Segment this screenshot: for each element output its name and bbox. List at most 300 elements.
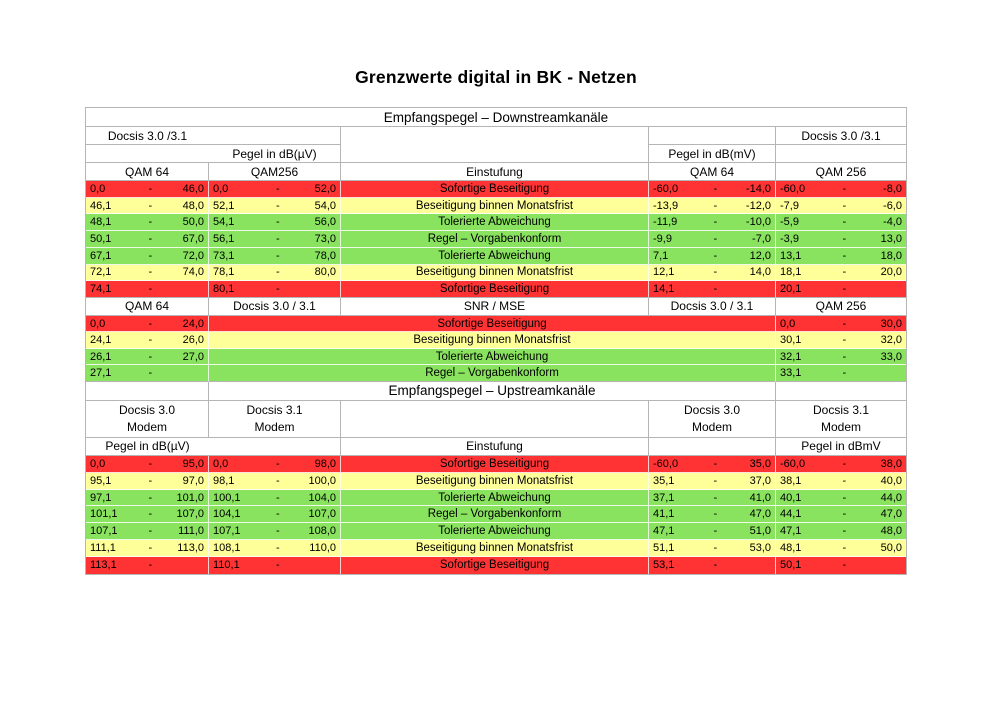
empty-cell (209, 127, 341, 145)
value-range (209, 523, 341, 540)
range-dash: - (842, 283, 847, 296)
range-high: 113,0 (177, 542, 204, 555)
range-dash: - (276, 216, 280, 229)
range-high: 104,0 (308, 491, 336, 504)
classification-label: Beseitigung binnen Monatsfrist (341, 473, 649, 490)
value-range (86, 506, 209, 523)
classification-label: Beseitigung binnen Monatsfrist (341, 265, 649, 282)
modem-header-docsis30-right (649, 401, 776, 438)
range-high: 100,0 (308, 474, 336, 487)
range-high: 38,0 (880, 457, 902, 470)
upstream-unit-db-uv: Pegel in dB(µV) (86, 438, 209, 456)
modem-header-line1: Docsis 3.0 (683, 402, 741, 417)
value-range (776, 265, 906, 282)
value-range (649, 506, 776, 523)
modem-header-docsis31-right (776, 401, 906, 438)
modem-header-docsis30-left (86, 401, 209, 438)
classification-label: Regel – Vorgabenkonform (341, 506, 649, 523)
value-range (86, 316, 209, 333)
downstream-column-header-row (86, 163, 906, 181)
range-low: 24,1 (90, 334, 112, 347)
snr-header-docsis-left: Docsis 3.0 / 3.1 (209, 298, 341, 316)
range-low: 107,1 (90, 525, 118, 538)
value-range (86, 231, 209, 248)
value-range (86, 557, 209, 574)
range-low: 108,1 (213, 542, 241, 555)
page-title: Grenzwerte digital in BK - Netzen (355, 67, 637, 87)
range-low: 104,1 (213, 508, 241, 521)
snr-header-title: SNR / MSE (341, 298, 649, 316)
range-high: -12,0 (745, 199, 771, 212)
range-high: 73,0 (314, 232, 336, 245)
range-high: 47,0 (880, 508, 902, 521)
range-low: 48,1 (90, 216, 112, 229)
range-low: 20,1 (780, 283, 802, 296)
value-range (776, 231, 906, 248)
classification-label: Tolerierte Abweichung (341, 214, 649, 231)
range-low: 26,1 (90, 350, 112, 363)
range-high: 50,0 (880, 542, 902, 555)
range-high: 50,0 (182, 216, 204, 229)
range-dash: - (276, 457, 280, 470)
modem-header-line2: Modem (820, 419, 861, 434)
range-low: -60,0 (653, 457, 679, 470)
range-dash: - (842, 182, 847, 195)
range-low: 101,1 (90, 508, 118, 521)
range-dash: - (713, 525, 718, 538)
value-range (209, 473, 341, 490)
range-high: 35,0 (749, 457, 771, 470)
range-dash: - (713, 457, 718, 470)
value-range (776, 332, 906, 349)
range-high: 107,0 (176, 508, 204, 521)
downstream-standard-row (86, 127, 906, 145)
range-dash: - (842, 232, 847, 245)
classification-label: Tolerierte Abweichung (209, 349, 776, 366)
value-range (776, 365, 906, 382)
value-range (776, 456, 906, 473)
empty-cell (776, 382, 906, 401)
value-range (209, 198, 341, 215)
range-low: 100,1 (213, 491, 241, 504)
col-header-qam64-left: QAM 64 (86, 163, 209, 181)
range-dash: - (148, 199, 153, 212)
range-dash: - (148, 232, 153, 245)
value-range (776, 214, 906, 231)
value-range (86, 523, 209, 540)
range-low: 37,1 (653, 491, 675, 504)
range-dash: - (842, 334, 847, 347)
range-high: 30,0 (880, 317, 902, 330)
range-dash: - (842, 199, 847, 212)
table-row (86, 265, 906, 282)
value-range (649, 248, 776, 265)
range-high: 78,0 (314, 249, 336, 262)
range-low: 113,1 (90, 559, 117, 572)
range-dash: - (713, 249, 718, 262)
range-low: 54,1 (213, 216, 235, 229)
upstream-unit-row (86, 438, 906, 456)
range-dash: - (842, 367, 847, 380)
range-high: -8,0 (883, 182, 902, 195)
range-low: 13,1 (780, 249, 802, 262)
classification-label: Tolerierte Abweichung (341, 248, 649, 265)
range-high: 67,0 (182, 232, 204, 245)
range-high: 24,0 (182, 317, 204, 330)
col-header-qam256-left: QAM256 (209, 163, 341, 181)
range-low: 73,1 (213, 249, 235, 262)
value-range (209, 214, 341, 231)
range-high: -14,0 (745, 182, 771, 195)
empty-cell (649, 127, 776, 145)
range-low: 47,1 (780, 525, 802, 538)
range-low: -60,0 (780, 457, 806, 470)
range-dash: - (148, 542, 153, 555)
range-dash: - (148, 334, 153, 347)
snr-header-qam64: QAM 64 (86, 298, 209, 316)
range-low: 7,1 (653, 249, 669, 262)
range-dash: - (148, 367, 153, 380)
modem-header-line2: Modem (126, 419, 167, 434)
range-high: 46,0 (182, 182, 204, 195)
modem-header-line1: Docsis 3.1 (246, 402, 303, 417)
value-range (776, 349, 906, 366)
value-range (776, 181, 906, 198)
classification-label: Regel – Vorgabenkonform (209, 365, 776, 382)
value-range (649, 473, 776, 490)
classification-label: Sofortige Beseitigung (341, 456, 649, 473)
value-range (776, 540, 906, 557)
range-dash: - (842, 508, 847, 521)
range-dash: - (276, 199, 280, 212)
value-range (776, 248, 906, 265)
value-range (86, 365, 209, 382)
value-range (649, 281, 776, 298)
modem-header-line2: Modem (691, 419, 732, 434)
range-high: -6,0 (883, 199, 902, 212)
value-range (649, 214, 776, 231)
modem-header-docsis31-left (209, 401, 341, 438)
range-low: 38,1 (780, 474, 802, 487)
value-range (776, 281, 906, 298)
value-range (649, 198, 776, 215)
range-low: 14,1 (653, 283, 675, 296)
value-range (649, 231, 776, 248)
range-high: 54,0 (314, 199, 336, 212)
value-range (86, 181, 209, 198)
range-high: 44,0 (880, 491, 902, 504)
table-row (86, 506, 906, 523)
range-dash: - (148, 249, 153, 262)
value-range (86, 198, 209, 215)
range-high: 13,0 (880, 232, 902, 245)
range-dash: - (148, 283, 153, 296)
table-row (86, 231, 906, 248)
value-range (209, 265, 341, 282)
range-low: 97,1 (90, 491, 112, 504)
empty-cell (649, 438, 776, 456)
range-dash: - (276, 232, 280, 245)
range-low: -60,0 (653, 182, 679, 195)
range-high: 74,0 (182, 266, 204, 279)
limits-table (85, 107, 907, 575)
range-dash: - (276, 508, 280, 521)
value-range (776, 557, 906, 574)
range-dash: - (713, 542, 718, 555)
classification-label: Sofortige Beseitigung (209, 316, 776, 333)
value-range (776, 490, 906, 507)
value-range (86, 540, 209, 557)
value-range (776, 198, 906, 215)
range-dash: - (713, 283, 718, 296)
classification-label: Sofortige Beseitigung (341, 281, 649, 298)
value-range (209, 540, 341, 557)
range-dash: - (148, 182, 153, 195)
range-high: 98,0 (314, 457, 336, 470)
range-high: 20,0 (880, 266, 902, 279)
table-row (86, 540, 906, 557)
range-high: 14,0 (749, 266, 771, 279)
range-high: 111,0 (178, 525, 204, 538)
range-high: 56,0 (314, 216, 336, 229)
range-low: 56,1 (213, 232, 235, 245)
value-range (86, 473, 209, 490)
value-range (209, 557, 341, 574)
range-dash: - (148, 508, 153, 521)
range-low: 50,1 (90, 232, 112, 245)
range-high: 40,0 (880, 474, 902, 487)
range-high: 51,0 (749, 525, 771, 538)
classification-label: Tolerierte Abweichung (341, 523, 649, 540)
value-range (86, 281, 209, 298)
unit-db-mv: Pegel in dB(mV) (649, 145, 776, 163)
value-range (209, 281, 341, 298)
range-dash: - (842, 559, 847, 572)
classification-label: Beseitigung binnen Monatsfrist (209, 332, 776, 349)
range-dash: - (276, 559, 280, 572)
range-high: 80,0 (314, 266, 336, 279)
table-row (86, 214, 906, 231)
table-row (86, 473, 906, 490)
table-row (86, 523, 906, 540)
modem-header-line1: Docsis 3.1 (812, 402, 870, 417)
range-low: 47,1 (653, 525, 675, 538)
range-low: 78,1 (213, 266, 235, 279)
classification-label: Sofortige Beseitigung (341, 557, 649, 574)
range-low: 0,0 (213, 457, 229, 470)
value-range (649, 265, 776, 282)
range-low: 46,1 (90, 199, 112, 212)
classification-label: Tolerierte Abweichung (341, 490, 649, 507)
value-range (86, 490, 209, 507)
upstream-unit-dbmv: Pegel in dBmV (776, 438, 906, 456)
range-low: 44,1 (780, 508, 802, 521)
table-row (86, 332, 906, 349)
range-dash: - (842, 542, 847, 555)
range-dash: - (842, 249, 847, 262)
empty-cell (341, 145, 649, 163)
range-low: 98,1 (213, 474, 235, 487)
range-dash: - (713, 199, 718, 212)
range-low: 52,1 (213, 199, 235, 212)
range-low: 80,1 (213, 283, 235, 296)
range-low: 53,1 (653, 559, 675, 572)
value-range (209, 231, 341, 248)
value-range (86, 248, 209, 265)
range-high: 107,0 (308, 508, 336, 521)
range-low: -3,9 (780, 232, 799, 245)
table-row (86, 248, 906, 265)
range-dash: - (842, 474, 847, 487)
range-dash: - (842, 457, 847, 470)
range-high: 108,0 (308, 525, 336, 538)
range-high: 18,0 (880, 249, 902, 262)
docsis-standard-right: Docsis 3.0 /3.1 (776, 127, 906, 145)
value-range (209, 181, 341, 198)
range-high: 48,0 (880, 525, 902, 538)
empty-cell (341, 127, 649, 145)
range-high: -4,0 (883, 216, 902, 229)
range-high: 53,0 (749, 542, 771, 555)
range-dash: - (148, 350, 153, 363)
range-high: 41,0 (749, 491, 771, 504)
value-range (649, 557, 776, 574)
value-range (86, 332, 209, 349)
table-row (86, 456, 906, 473)
empty-cell (86, 382, 209, 401)
range-dash: - (713, 559, 718, 572)
range-low: 27,1 (90, 367, 112, 380)
range-low: 0,0 (90, 317, 106, 330)
empty-cell (776, 145, 906, 163)
range-dash: - (276, 525, 280, 538)
range-dash: - (276, 182, 280, 195)
value-range (86, 456, 209, 473)
value-range (776, 473, 906, 490)
classification-label: Regel – Vorgabenkonform (341, 231, 649, 248)
range-high: 26,0 (182, 334, 204, 347)
range-dash: - (148, 559, 153, 572)
range-dash: - (148, 317, 153, 330)
value-range (776, 506, 906, 523)
value-range (776, 523, 906, 540)
value-range (776, 316, 906, 333)
classification-label: Sofortige Beseitigung (341, 181, 649, 198)
range-dash: - (842, 525, 847, 538)
empty-cell (341, 401, 649, 438)
range-low: 67,1 (90, 249, 112, 262)
range-low: 30,1 (780, 334, 802, 347)
snr-header-docsis-right: Docsis 3.0 / 3.1 (649, 298, 776, 316)
range-dash: - (276, 474, 280, 487)
table-row (86, 365, 906, 382)
range-low: 18,1 (780, 266, 802, 279)
table-row (86, 557, 906, 574)
unit-db-uv: Pegel in dB(µV) (209, 145, 341, 163)
range-dash: - (148, 216, 153, 229)
range-dash: - (148, 474, 153, 487)
range-dash: - (276, 266, 280, 279)
range-dash: - (842, 317, 847, 330)
range-low: 51,1 (653, 542, 675, 555)
modem-header-line2: Modem (254, 419, 295, 434)
range-high: 47,0 (749, 508, 771, 521)
value-range (209, 506, 341, 523)
snr-data-rows (86, 316, 906, 382)
table-row (86, 490, 906, 507)
range-low: 0,0 (213, 182, 229, 195)
range-dash: - (276, 283, 280, 296)
table-row (86, 349, 906, 366)
value-range (209, 490, 341, 507)
range-low: 48,1 (780, 542, 802, 555)
upstream-section-row (86, 382, 906, 401)
range-dash: - (842, 350, 847, 363)
range-dash: - (713, 182, 718, 195)
classification-label: Beseitigung binnen Monatsfrist (341, 540, 649, 557)
col-header-einstufung: Einstufung (341, 163, 649, 181)
range-low: 72,1 (90, 266, 112, 279)
range-low: -60,0 (780, 182, 806, 195)
range-dash: - (276, 542, 280, 555)
modem-header-line1: Docsis 3.0 (118, 402, 176, 417)
range-dash: - (148, 491, 153, 504)
range-low: 111,1 (90, 542, 116, 555)
range-high: 97,0 (182, 474, 204, 487)
range-low: 41,1 (653, 508, 675, 521)
range-dash: - (713, 491, 718, 504)
range-low: 0,0 (90, 457, 106, 470)
value-range (86, 349, 209, 366)
range-low: -13,9 (653, 199, 679, 212)
range-high: 37,0 (749, 474, 771, 487)
range-low: 35,1 (653, 474, 675, 487)
range-dash: - (713, 266, 718, 279)
upstream-data-rows (86, 456, 906, 574)
range-dash: - (842, 216, 847, 229)
range-low: 107,1 (213, 525, 241, 538)
range-low: -5,9 (780, 216, 799, 229)
snr-header-qam256: QAM 256 (776, 298, 906, 316)
range-dash: - (842, 491, 847, 504)
col-header-qam64-right: QAM 64 (649, 163, 776, 181)
value-range (86, 214, 209, 231)
range-dash: - (713, 508, 718, 521)
col-header-qam256-right: QAM 256 (776, 163, 906, 181)
upstream-einstufung-header: Einstufung (341, 438, 649, 456)
range-low: 110,1 (213, 559, 240, 572)
upstream-section-title: Empfangspegel – Upstreamkanäle (209, 382, 776, 401)
value-range (209, 456, 341, 473)
table-row (86, 198, 906, 215)
range-high: -7,0 (752, 232, 771, 245)
range-low: -9,9 (653, 232, 672, 245)
table-row (86, 316, 906, 333)
range-high: 33,0 (880, 350, 902, 363)
range-dash: - (148, 525, 153, 538)
classification-label: Beseitigung binnen Monatsfrist (341, 198, 649, 215)
range-low: 95,1 (90, 474, 112, 487)
range-low: -11,9 (653, 216, 678, 229)
table-row (86, 181, 906, 198)
range-high: 101,0 (176, 491, 204, 504)
range-dash: - (842, 266, 847, 279)
value-range (649, 540, 776, 557)
downstream-unit-row (86, 145, 906, 163)
range-dash: - (713, 232, 718, 245)
range-dash: - (713, 216, 718, 229)
range-dash: - (276, 249, 280, 262)
